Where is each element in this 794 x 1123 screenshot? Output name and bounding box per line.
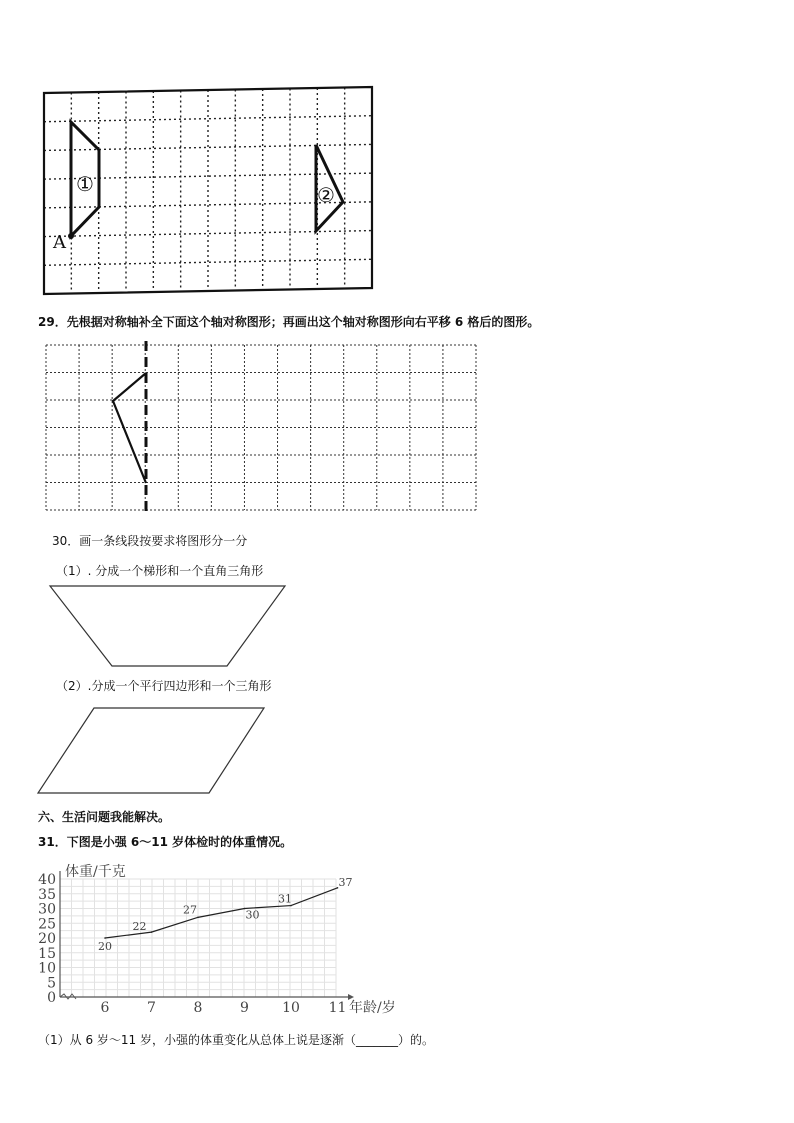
chart-y-tick-label: 5: [47, 975, 56, 992]
chart-data-label: 27: [183, 903, 197, 917]
chart-y-tick-label: 40: [38, 872, 56, 888]
chart-y-axis-label: 体重/千克: [65, 864, 126, 880]
chart-x-axis-label: 年龄/岁: [349, 1000, 396, 1016]
weight-chart: [0, 855, 794, 1020]
shape-2-label: ②: [317, 183, 335, 207]
point-a-label: A: [53, 232, 66, 253]
chart-data-labels: [98, 876, 353, 953]
chart-y-tick-label: 10: [38, 960, 56, 977]
chart-x-tick-label: 8: [193, 1000, 203, 1016]
q29-half-figure: [113, 373, 146, 483]
q31-question-1: （1）从 6 岁～11 岁，小强的体重变化从总体上说是逐渐（_______）的。: [38, 1033, 434, 1047]
chart-x-tick-label: 11: [328, 1000, 347, 1016]
chart-y-tick-label: 35: [38, 886, 56, 903]
chart-data-point: [197, 917, 199, 919]
trapezoid-figure: [0, 580, 300, 675]
trapezoid-shape: [50, 586, 285, 666]
q29-prompt: 29．先根据对称轴补全下面这个轴对称图形；再画出这个轴对称图形向右平移 6 格后的图形。: [38, 315, 540, 329]
q29-grid-figure: [0, 335, 794, 520]
q31-prompt: 31．下图是小强 6～11 岁体检时的体重情况。: [38, 835, 293, 849]
chart-data-label: 37: [338, 875, 353, 889]
chart-data-label: 31: [278, 892, 292, 906]
shape-1-label: ①: [76, 172, 94, 196]
chart-x-tick-label: 7: [147, 1000, 156, 1016]
q30-part2-prompt: （2）.分成一个平行四边形和一个三角形: [56, 679, 272, 693]
q28-grid-svg: [0, 0, 794, 300]
chart-x-tick-label: 10: [282, 1000, 300, 1016]
chart-y-tick-labels: [38, 872, 56, 1006]
q30-prompt: 30．画一条线段按要求将图形分一分: [52, 534, 248, 548]
chart-data-point: [104, 937, 106, 939]
chart-data-label: 20: [98, 940, 112, 953]
section-6-title: 六、生活问题我能解决。: [38, 810, 171, 824]
trapezoid-svg: [0, 580, 300, 675]
parallelogram-shape: [38, 708, 264, 793]
q28-grid-figure: [0, 0, 794, 300]
chart-data-label: 30: [245, 908, 260, 922]
chart-y-tick-label: 25: [38, 916, 56, 933]
chart-y-tick-label: 15: [38, 945, 56, 962]
chart-x-tick-labels: [101, 1000, 347, 1016]
chart-axes: [60, 871, 354, 1000]
chart-data-label: 22: [132, 920, 147, 934]
chart-data-point: [151, 931, 153, 933]
parallelogram-figure: [0, 700, 300, 800]
chart-y-tick-label: 20: [38, 931, 56, 947]
chart-y-tick-label: 0: [47, 990, 56, 1006]
chart-grid: [60, 879, 336, 997]
chart-x-tick-label: 6: [100, 1000, 110, 1016]
point-a-dot: [68, 233, 74, 239]
q30-part1-prompt: （1）. 分成一个梯形和一个直角三角形: [56, 564, 264, 578]
q29-dotted-grid: [46, 345, 476, 510]
q29-grid-svg: [0, 335, 794, 520]
chart-x-tick-label: 9: [240, 1000, 249, 1016]
parallelogram-svg: [0, 700, 300, 800]
chart-y-tick-label: 30: [38, 901, 56, 918]
